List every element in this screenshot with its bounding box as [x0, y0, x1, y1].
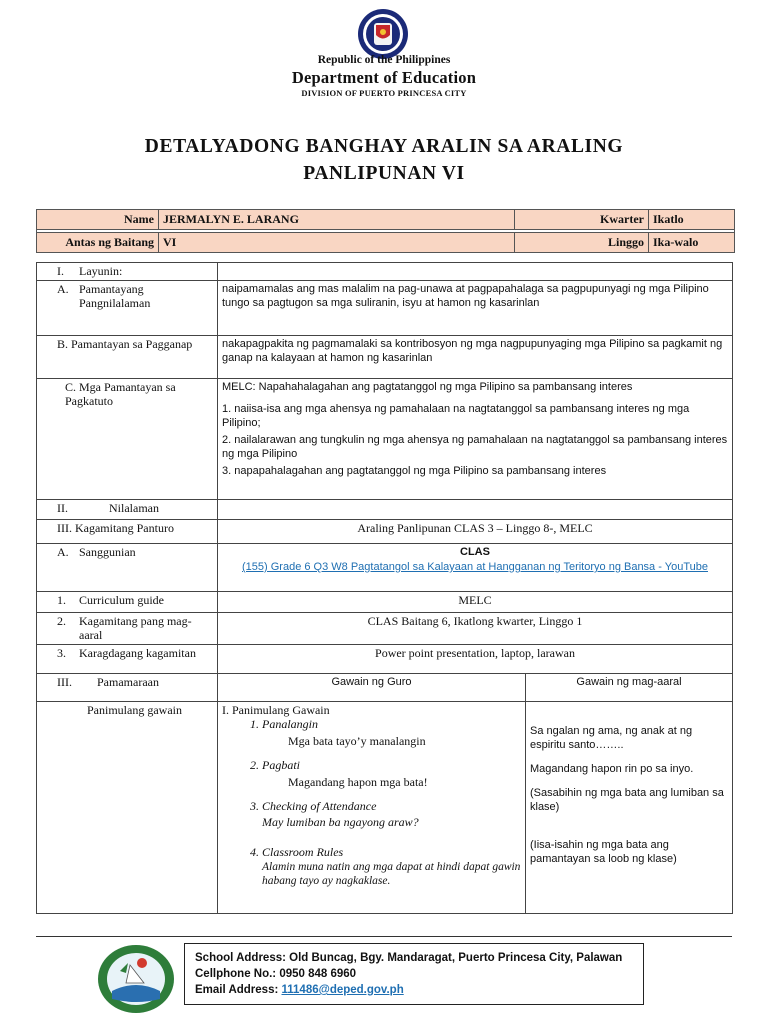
- division-line: DIVISION OF PUERTO PRINCESA CITY: [301, 88, 467, 98]
- nilalaman-row: [37, 500, 733, 520]
- pamantayan-pagganap-value: nakapagpakita ng pagmamalaki sa kontribosyon ng mga nagpupunyaging mga Pilipino sa pagkamit ng ganap na kalayaan at hamon ng kasarinlan: [218, 336, 733, 379]
- youtube-reference-link[interactable]: (155) Grade 6 Q3 W8 Pagtatangol sa Kalayaan at Hangganan ng Teritoryo ng Bansa - YouTube: [242, 561, 708, 573]
- sanggunian-label: Sanggunian: [79, 545, 136, 559]
- student-response: Sa ngalan ng ama, ng anak at ng espiritu santo……..: [530, 725, 693, 751]
- objective-item: 1. naiisa-isa ang mga ahensya ng pamahalaan na nagtatanggol sa pambansang interes ng mga Pilipino;: [222, 403, 690, 429]
- karagdagang-value: Power point presentation, laptop, larawan: [218, 645, 733, 674]
- title-line-2: PANLIPUNAN VI: [303, 163, 465, 184]
- pamantayang-nilalaman-num: A.: [57, 282, 69, 296]
- sanggunian-num: A.: [57, 545, 69, 559]
- step-line: May lumiban ba ngayong araw?: [262, 815, 419, 829]
- nilalaman-label: Nilalaman: [109, 501, 159, 515]
- kagamitang-aaral-row: [37, 613, 733, 645]
- step-title: 3. Checking of Attendance: [250, 799, 377, 813]
- objective-item: 3. napapahalagahan ang pagtatanggol ng mga Pilipino sa pambansang interes: [222, 465, 607, 477]
- guro-column-header: Gawain ng Guro: [218, 674, 526, 702]
- panimulang-label: Panimulang gawain: [37, 702, 218, 914]
- student-response: (Sasabihin ng mga bata ang lumiban sa klase): [530, 787, 724, 813]
- karagdagang-num: 3.: [57, 646, 66, 660]
- pamantayan-pagkatuto-label: C. Mga Pamantayan sa Pagkatuto: [37, 379, 218, 500]
- clas-label: CLAS: [460, 546, 490, 558]
- school-address: School Address: Old Buncag, Bgy. Mandaragat, Puerto Princesa City, Palawan: [195, 952, 623, 964]
- objective-item: 2. nailalarawan ang tungkulin ng mga ahensya ng pamahalaan na nagtatanggol sa pambansang interes ng mga Pilipino: [222, 434, 728, 460]
- curriculum-label: Curriculum guide: [79, 593, 164, 607]
- school-email-line: [195, 982, 633, 998]
- student-response: (Iisa-isahin ng mga bata ang pamantayan sa loob ng klase): [530, 839, 677, 865]
- step-title: 1. Panalangin: [250, 717, 318, 731]
- kagamitang-aaral-label: Kagamitang pang mag-aaral: [79, 614, 192, 642]
- kwarter-label: Kwarter: [515, 210, 649, 230]
- step-title: 2. Pagbati: [250, 758, 300, 772]
- step-title: 4. Classroom Rules: [250, 845, 344, 859]
- panimulang-section-title: I. Panimulang Gawain: [222, 703, 330, 717]
- step-line: Mga bata tayo’y manalangin: [288, 734, 426, 748]
- aaral-column-header: Gawain ng mag-aaral: [526, 674, 733, 702]
- kagamitan-row: [37, 520, 733, 544]
- kagamitang-aaral-num: 2.: [57, 614, 66, 628]
- department-line: Department of Education: [291, 68, 477, 87]
- email-label: Email Address:: [195, 984, 282, 996]
- curriculum-row: [37, 592, 733, 613]
- pamantayan-pagganap-label: B. Pamantayan sa Pagganap: [37, 336, 218, 379]
- pamamaraan-num: III.: [57, 675, 72, 689]
- school-address-box: [184, 943, 644, 1005]
- name-value: JERMALYN E. LARANG: [159, 210, 515, 230]
- deped-seal-logo: [353, 8, 413, 60]
- title-line-1: DETALYADONG BANGHAY ARALIN SA ARALING: [144, 136, 624, 157]
- pamantayan-pagganap-row: [37, 336, 733, 379]
- step-line: Magandang hapon mga bata!: [288, 775, 428, 789]
- school-seal-logo: [96, 943, 176, 1015]
- kagamitan-label: III. Kagamitang Panturo: [37, 520, 218, 544]
- pamamaraan-row: [37, 674, 733, 702]
- school-cellphone: Cellphone No.: 0950 848 6960: [195, 968, 357, 980]
- name-label: Name: [37, 210, 159, 230]
- info-table: [36, 209, 735, 253]
- kagamitang-aaral-value: CLAS Baitang 6, Ikatlong kwarter, Linggo 1: [218, 613, 733, 645]
- nilalaman-num: II.: [57, 501, 68, 515]
- layunin-row: [37, 263, 733, 281]
- sanggunian-row: [37, 544, 733, 592]
- kwarter-value: Ikatlo: [649, 210, 735, 230]
- karagdagang-row: [37, 645, 733, 674]
- curriculum-num: 1.: [57, 593, 66, 607]
- republic-line: Republic of the Philippines: [317, 54, 451, 66]
- step-line: Alamin muna natin ang mga dapat at hindi dapat gawin habang tayo ay nagkaklase.: [262, 861, 521, 887]
- curriculum-value: MELC: [218, 592, 733, 613]
- student-response: Magandang hapon rin po sa inyo.: [530, 763, 694, 775]
- pamantayang-nilalaman-row: [37, 281, 733, 336]
- pamamaraan-label: Pamamaraan: [97, 675, 159, 689]
- linggo-label: Linggo: [515, 233, 649, 253]
- document-title: [60, 133, 708, 187]
- antas-value: VI: [159, 233, 515, 253]
- antas-label: Antas ng Baitang: [37, 233, 159, 253]
- melc-statement: MELC: Napahahalagahan ang pagtatanggol ng mga Pilipino sa pambansang interes: [222, 381, 633, 393]
- pamantayang-nilalaman-label: Pamantayang Pangnilalaman: [79, 282, 151, 310]
- lesson-plan-table: [36, 262, 733, 914]
- karagdagang-label: Karagdagang kagamitan: [79, 646, 196, 660]
- layunin-num: I.: [57, 264, 64, 278]
- footer-divider: [36, 936, 732, 937]
- pamantayan-pagkatuto-row: [37, 379, 733, 500]
- panimulang-row: [37, 702, 733, 914]
- pamantayang-nilalaman-value: naipamamalas ang mas malalim na pag-unawa at pagpapahalaga sa pagpupunyagi ng mga Pilipino tungo sa pagtugon sa mga suliranin, isyu at hamon ng kasarinlan: [218, 281, 733, 336]
- kagamitan-value: Araling Panlipunan CLAS 3 – Linggo 8-, MELC: [218, 520, 733, 544]
- layunin-label: Layunin:: [79, 264, 123, 278]
- school-email-link[interactable]: 111486@deped.gov.ph: [281, 984, 404, 996]
- linggo-value: Ika-walo: [649, 233, 735, 253]
